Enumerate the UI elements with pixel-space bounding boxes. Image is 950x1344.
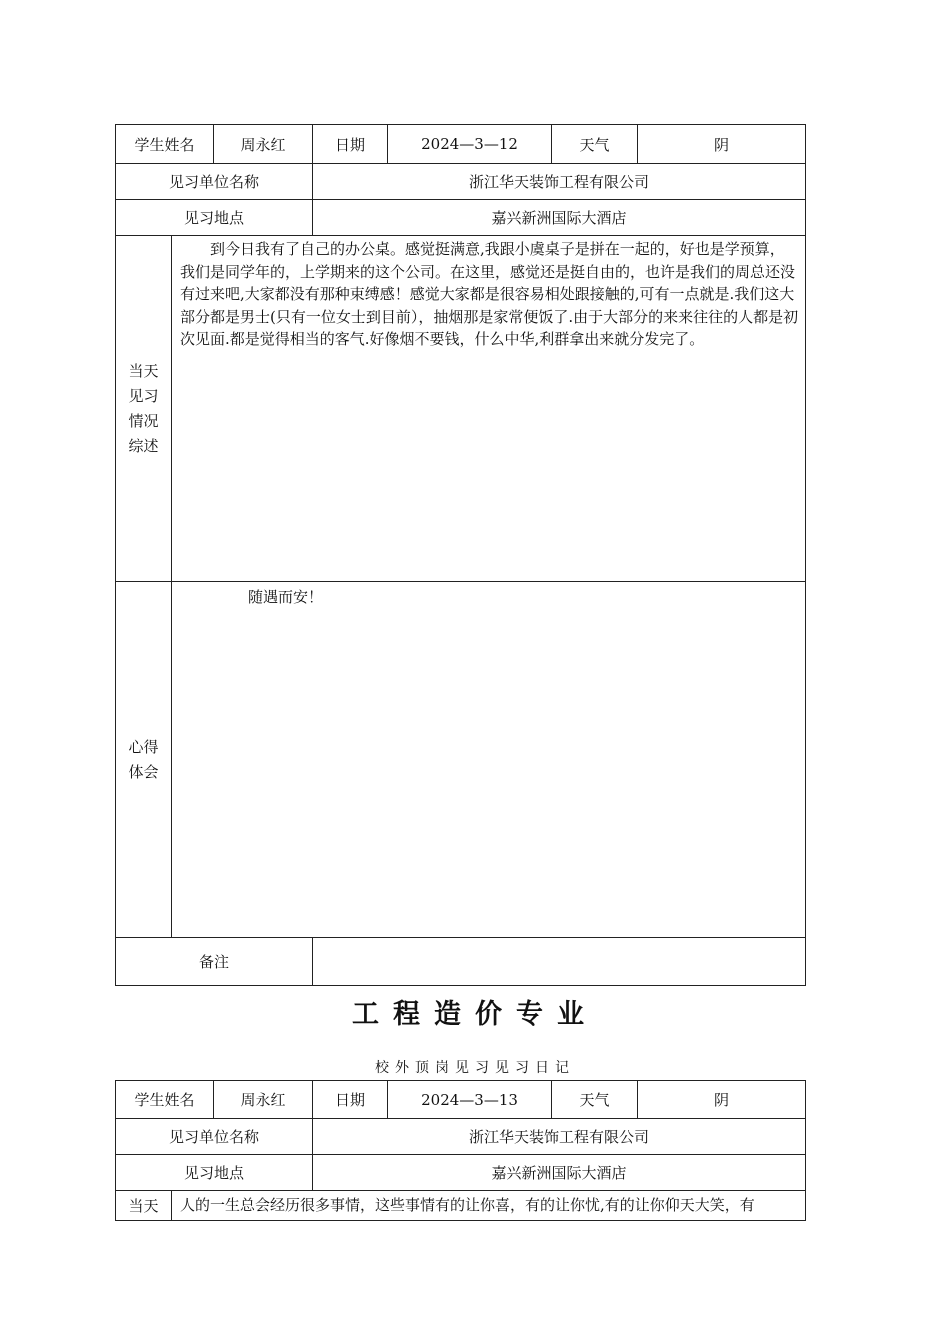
date-value: 2024—3—12 [388,125,552,164]
location-value: 嘉兴新洲国际大酒店 [313,1155,806,1191]
date-value: 2024—3—13 [388,1081,552,1119]
weather-value: 阴 [638,1081,806,1119]
reflection-label-line: 体会 [128,762,159,781]
student-name-value: 周永红 [214,125,313,164]
student-name-label: 学生姓名 [116,125,214,164]
unit-value: 浙江华天装饰工程有限公司 [313,1119,806,1155]
unit-value: 浙江华天装饰工程有限公司 [313,164,806,200]
location-label: 见习地点 [116,1155,313,1191]
summary-text: 人的一生总会经历很多事情，这些事情有的让你喜，有的让你忧,有的让你仰天大笑，有 [172,1191,806,1221]
student-name-label: 学生姓名 [116,1081,214,1119]
summary-label-line: 综述 [128,436,159,455]
summary-text: 到今日我有了自己的办公桌。感觉挺满意,我跟小虞桌子是拼在一起的，好也是学预算，我们是同学年的，上学期来的这个公司。在这里，感觉还是挺自由的，也许是我们的周总还没有过来吧,大家都没有那种束缚感！感觉大家都是很容易相处跟接触的,可有一点就是.我们这大部分都是男士(只有一位女士到目前），抽烟那是家常便饭了.由于大部分的来来往往的人都是初次见面.都是觉得相当的客气.好像烟不要钱，什么中华,利群拿出来就分发完了。 [172,236,806,582]
location-label: 见习地点 [116,200,313,236]
reflection-text: 随遇而安！ [172,582,806,938]
summary-label-line: 当天 [128,361,159,380]
unit-label: 见习单位名称 [116,1119,313,1155]
date-label: 日期 [313,125,388,164]
student-name-value: 周永红 [214,1081,313,1119]
diary-subtitle: 校外顶岗见习见习日记 [375,1060,575,1076]
reflection-label [116,582,172,938]
remarks-label: 备注 [116,938,313,986]
diary-table-1 [115,124,806,986]
summary-label [116,236,172,582]
summary-label: 当天 [116,1191,172,1221]
summary-label-line: 见习 [128,386,159,405]
weather-label: 天气 [552,1081,638,1119]
unit-label: 见习单位名称 [116,164,313,200]
weather-label: 天气 [552,125,638,164]
summary-label-line: 情况 [128,411,159,430]
reflection-label-line: 心得 [128,737,159,756]
major-title: 工程造价专业 [352,999,598,1030]
date-label: 日期 [313,1081,388,1119]
location-value: 嘉兴新洲国际大酒店 [313,200,806,236]
remarks-value [313,938,806,986]
diary-table-2 [115,1080,806,1221]
weather-value: 阴 [638,125,806,164]
